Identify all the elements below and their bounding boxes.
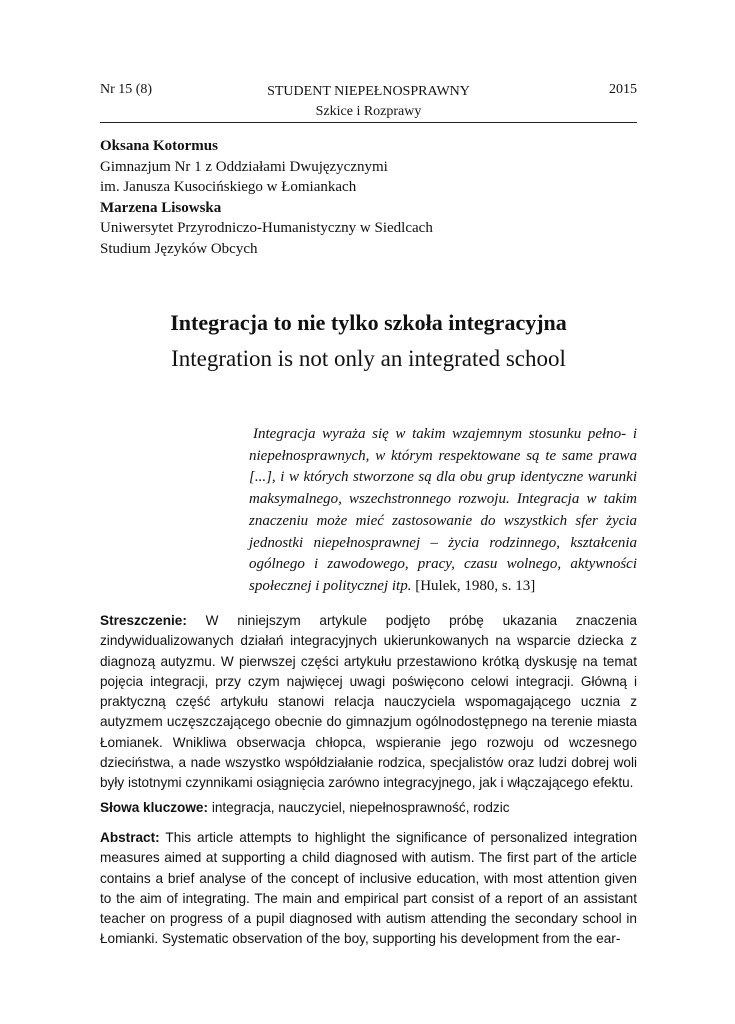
abstract-english-label: Abstract: xyxy=(100,830,160,845)
abstract-polish-label: Streszczenie: xyxy=(100,613,187,628)
journal-section: Szkice i Rozprawy xyxy=(315,104,422,119)
epigraph-text: Integracja wyraża się w takim wzajemnym stosunku pełno- i niepełnosprawnych, w którym respektowane są te same prawa [...], i w których stworzone są dla obu grup identyczne warunki maksymalnego, wszechstronnego rozwoju. Integracja w takim znaczeniu może mieć zastosowanie do wszystkich sfer życia jednostki niepełnosprawnej – życia rodzinnego, kształcenia ogólnego i zawodowego, pracy, czasu wolnego, aktywności społecznej i politycznej itp. xyxy=(249,426,637,594)
header-rule xyxy=(100,122,637,123)
author-affiliation: Gimnazjum Nr 1 z Oddziałami Dwujęzycznymi xyxy=(100,158,388,175)
epigraph-quote xyxy=(249,424,637,598)
abstract-english-text: This article attempts to highlight the significance of personalized integration measures aimed at supporting a child diagnosed with autism. The first part of the article contains a brief analyse of the concept of inclusive education, with most attention given to the aim of integrating. The main and empirical part consist of a report of an assistant teacher on progress of a pupil diagnosed with autism attending the secondary school in Łomianki. Systematic observation of the boy, supporting his development from the ear- xyxy=(100,830,638,947)
author-affiliation: im. Janusza Kusocińskiego w Łomiankach xyxy=(100,179,357,195)
journal-heading xyxy=(100,82,637,122)
publication-year: 2015 xyxy=(609,82,637,97)
article-title-english: Integration is not only an integrated school xyxy=(171,346,566,371)
keywords-label: Słowa kluczowe: xyxy=(100,800,209,815)
abstract-polish xyxy=(100,611,637,794)
author-affiliation: Uniwersytet Przyrodniczo-Humanistyczny w Siedlcach xyxy=(100,220,433,236)
author-name: Marzena Lisowska xyxy=(100,199,222,216)
epigraph-citation: [Hulek, 1980, s. 13] xyxy=(415,577,536,594)
author-name: Oksana Kotormus xyxy=(100,138,218,154)
issue-number: Nr 15 (8) xyxy=(100,82,153,97)
keywords xyxy=(100,798,637,818)
journal-title: STUDENT NIEPEŁNOSPRAWNY xyxy=(267,84,470,99)
keywords-text: integracja, nauczyciel, niepełnosprawność, rodzic xyxy=(211,800,510,815)
abstract-english xyxy=(100,828,637,950)
abstract-polish-text: W niniejszym artykule podjęto próbę ukazania znaczenia zindywidualizowanych działań integracyjnych ukierunkowanych na wsparcie dziecka z diagnozą autyzmu. W pierwszej części artykułu przestawiono krótką dyskusję na temat pojęcia integracji, przy czym najwięcej uwagi poświęcono celowi integracji. Główną i praktyczną część artykułu stanowi relacja nauczyciela wspomagającego ucznia z autyzmem uczęszczającego obecnie do gimnazjum ogólnodostępnego na terenie miasta Łomianek. Wnikliwa obserwacja chłopca, wspieranie jego rozwoju od wczesnego dzieciństwa, a nade wszystko współdziałanie rodzica, specjalistów oraz ludzi dobrej woli były istotnymi czynnikami osiągnięcia zarówno integracyjnego, jak i włączającego efektu. xyxy=(100,613,637,791)
author-block xyxy=(100,136,433,259)
author-affiliation: Studium Języków Obcych xyxy=(100,240,258,257)
article-title-polish: Integracja to nie tylko szkoła integracyjna xyxy=(170,310,567,335)
